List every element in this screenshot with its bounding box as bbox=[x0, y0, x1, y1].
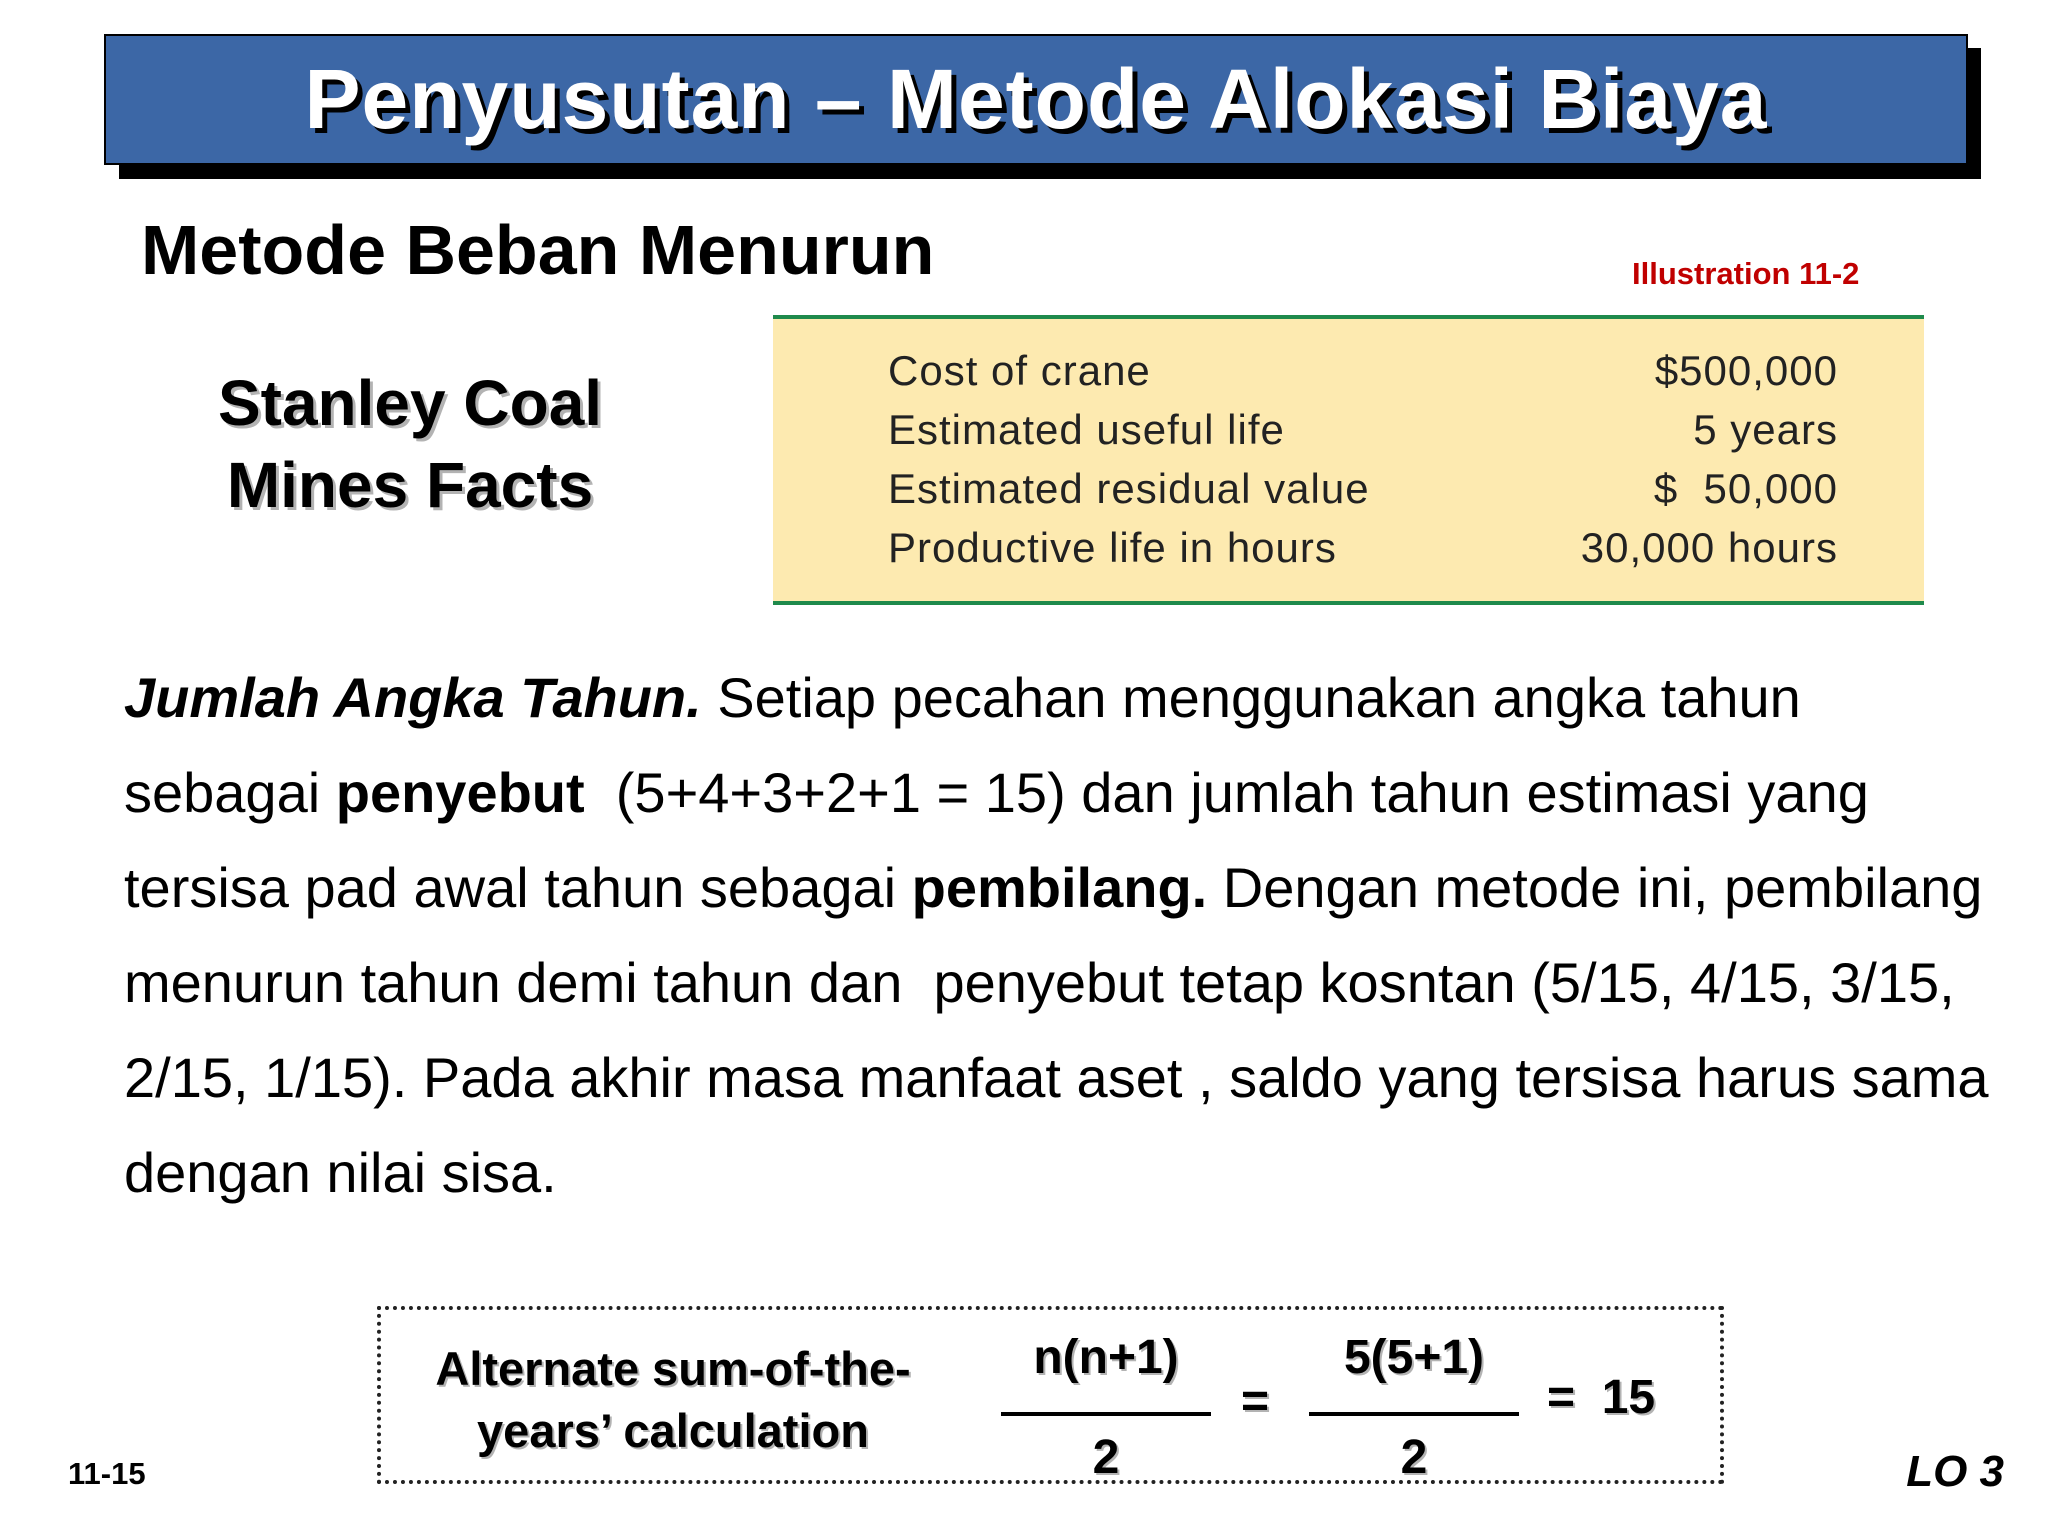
facts-heading-line2: Mines Facts bbox=[226, 449, 594, 521]
term-penyebut: penyebut bbox=[335, 761, 585, 824]
fraction-bar bbox=[1309, 1412, 1519, 1416]
fraction-denominator: 2 bbox=[1400, 1431, 1428, 1484]
fraction-denominator: 2 bbox=[1092, 1431, 1120, 1484]
fact-label: Productive life in hours bbox=[888, 524, 1337, 571]
formula-box bbox=[377, 1306, 1724, 1484]
facts-row bbox=[773, 465, 1924, 524]
fact-value: 5 years bbox=[1693, 406, 1838, 453]
section-heading: Metode Beban Menurun bbox=[141, 211, 935, 289]
slide-title: Penyusutan – Metode Alokasi Biaya bbox=[304, 52, 1768, 146]
fact-value: 30,000 hours bbox=[1580, 524, 1838, 571]
facts-heading bbox=[150, 362, 670, 526]
fact-value: $ 50,000 bbox=[1653, 465, 1838, 512]
formula-label bbox=[403, 1338, 943, 1462]
title-banner bbox=[104, 34, 1968, 165]
fraction-bar bbox=[1001, 1412, 1211, 1416]
term-pembilang: pembilang. bbox=[911, 856, 1208, 919]
facts-row bbox=[773, 347, 1924, 406]
fact-label: Cost of crane bbox=[888, 347, 1151, 394]
fraction-numerator: n(n+1) bbox=[1033, 1331, 1179, 1384]
formula-label-line1: Alternate sum-of-the- bbox=[435, 1342, 911, 1395]
general-fraction bbox=[1001, 1330, 1211, 1484]
slide-number: 11-15 bbox=[68, 1456, 146, 1491]
body-paragraph bbox=[124, 650, 2004, 1220]
facts-row bbox=[773, 406, 1924, 465]
facts-row bbox=[773, 524, 1924, 583]
fraction-numerator: 5(5+1) bbox=[1343, 1331, 1485, 1384]
formula-label-line2: years’ calculation bbox=[477, 1404, 869, 1457]
learning-objective: LO 3 bbox=[1906, 1447, 2004, 1496]
paragraph-text: (5+4+3+2+1 = 15) dan jumlah tahun estimasi yang tersisa pad awal tahun sebagai bbox=[124, 761, 1885, 919]
fact-label: Estimated residual value bbox=[888, 465, 1370, 512]
numeric-fraction bbox=[1309, 1330, 1519, 1484]
equals-sign: = bbox=[1241, 1375, 1270, 1428]
fact-value: $500,000 bbox=[1654, 347, 1838, 394]
formula-result: = 15 bbox=[1547, 1371, 1656, 1424]
paragraph-text: Dengan metode ini, pembilang menurun tahun demi tahun dan penyebut tetap kosntan (5/15, 4/15, 3/15, 2/15, 1/15). Pada akhir masa manfaat aset , saldo yang tersisa harus sama dengan nilai sisa. bbox=[124, 856, 2005, 1204]
term-name: Jumlah Angka Tahun. bbox=[124, 666, 702, 729]
facts-table bbox=[773, 315, 1924, 605]
fact-label: Estimated useful life bbox=[888, 406, 1285, 453]
facts-heading-line1: Stanley Coal bbox=[217, 367, 603, 439]
illustration-label: Illustration 11-2 bbox=[1632, 256, 1860, 291]
paragraph-text: Setiap pecahan menggunakan angka tahun sebagai bbox=[124, 666, 1801, 824]
